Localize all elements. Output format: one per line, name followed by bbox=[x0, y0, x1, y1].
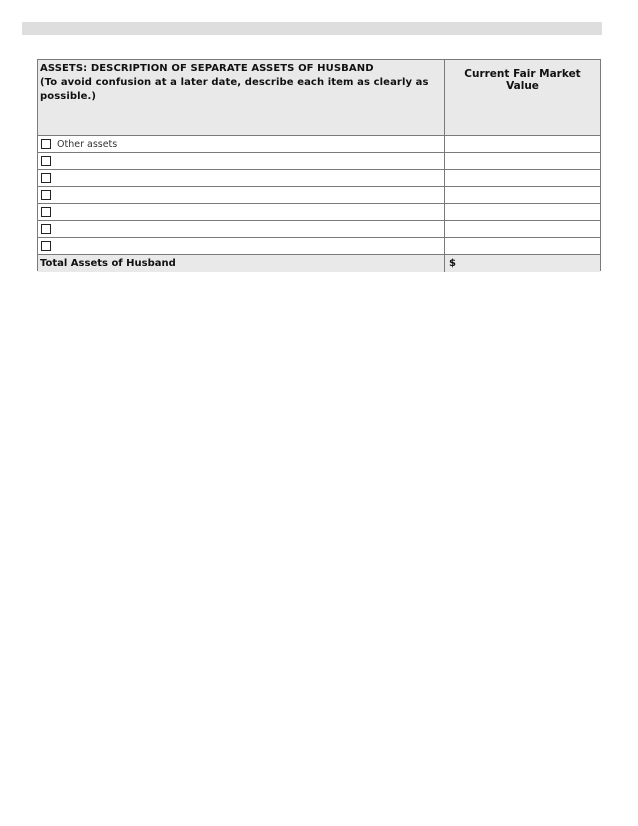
row-description-cell[interactable] bbox=[38, 221, 445, 237]
row-description-cell[interactable] bbox=[38, 238, 445, 254]
row-checkbox[interactable] bbox=[41, 241, 51, 251]
table-row bbox=[38, 221, 600, 238]
row-checkbox[interactable] bbox=[41, 190, 51, 200]
table-row bbox=[38, 187, 600, 204]
top-gray-bar bbox=[22, 22, 602, 35]
value-header-cell: Current Fair Market Value bbox=[464, 68, 581, 92]
table-row bbox=[38, 153, 600, 170]
row-checkbox[interactable] bbox=[41, 173, 51, 183]
row-description-cell[interactable] bbox=[38, 170, 445, 186]
row-label: Other assets bbox=[57, 138, 118, 150]
row-checkbox[interactable] bbox=[41, 207, 51, 217]
row-value-cell[interactable] bbox=[445, 187, 600, 203]
row-value-cell[interactable] bbox=[445, 136, 600, 152]
table-row bbox=[38, 238, 600, 255]
description-header-cell bbox=[38, 60, 445, 135]
row-checkbox[interactable] bbox=[41, 156, 51, 166]
row-value-cell[interactable] bbox=[445, 204, 600, 220]
row-description-cell[interactable] bbox=[38, 136, 445, 152]
row-value-cell[interactable] bbox=[445, 221, 600, 237]
description-header-note: (To avoid confusion at a later date, describe each item as clearly as possible.) bbox=[40, 77, 429, 102]
description-header-title: ASSETS: DESCRIPTION OF SEPARATE ASSETS OF HUSBAND bbox=[40, 63, 374, 74]
table-row bbox=[38, 170, 600, 187]
row-value-cell[interactable] bbox=[445, 238, 600, 254]
total-label: Total Assets of Husband bbox=[38, 255, 445, 272]
table-header-row bbox=[38, 60, 600, 136]
table-row bbox=[38, 204, 600, 221]
row-checkbox[interactable] bbox=[41, 139, 51, 149]
row-description-cell[interactable] bbox=[38, 187, 445, 203]
row-value-cell[interactable] bbox=[445, 170, 600, 186]
total-row bbox=[38, 255, 600, 272]
total-value[interactable]: $ bbox=[449, 258, 456, 269]
row-description-cell[interactable] bbox=[38, 153, 445, 169]
row-checkbox[interactable] bbox=[41, 224, 51, 234]
row-value-cell[interactable] bbox=[445, 153, 600, 169]
row-description-cell[interactable] bbox=[38, 204, 445, 220]
table-row bbox=[38, 136, 600, 153]
husband-assets-table bbox=[37, 59, 601, 271]
